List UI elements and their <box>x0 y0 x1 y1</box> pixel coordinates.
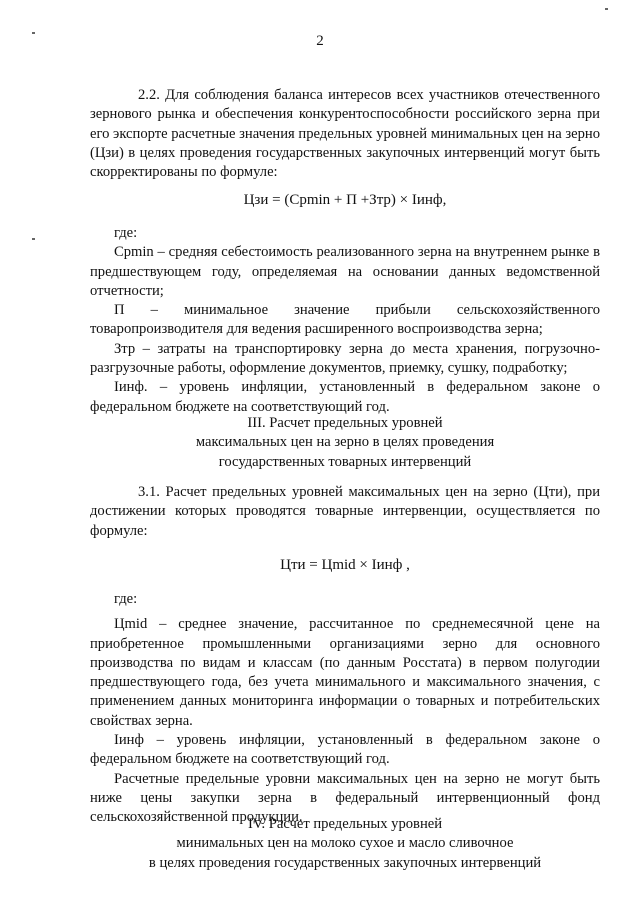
heading-line: IV. Расчет предельных уровней <box>247 816 443 832</box>
heading-line: III. Расчет предельных уровней <box>247 415 443 431</box>
section-3-heading <box>90 414 600 472</box>
formula-min-price: Цзи = (Срmin + П +Зтр) × Iинф, <box>243 192 447 208</box>
page-number: 2 <box>316 33 324 49</box>
scan-mark <box>605 8 608 10</box>
heading-line: государственных товарных интервенций <box>218 453 472 470</box>
definition-item: Iинф – уровень инфляции, установленный в федеральном законе о федеральном бюджете на соответствующий год. <box>90 732 600 768</box>
definition-item: Расчетные предельные уровни максимальных цен на зерно не могут быть ниже цены закупки зерна в федеральный интервенционный фонд сельскохозяйственной продукции. <box>90 770 600 826</box>
heading-line: в целях проведения государственных закупочных интервенций <box>148 854 542 871</box>
where-label: где: <box>114 225 138 241</box>
definitions-3-1 <box>90 590 600 828</box>
heading-line: минимальных цен на молоко сухое и масло сливочное <box>176 835 514 852</box>
paragraph-3-1: 3.1. Расчет предельных уровней максимальных цен на зерно (Цти), при достижении которых проводятся товарные интервенции, осуществляется по формуле: <box>90 484 600 539</box>
definition-item: Iинф. – уровень инфляции, установленный в федеральном законе о федеральном бюджете на соответствующий год. <box>90 379 600 415</box>
section-4-heading <box>90 815 600 873</box>
scan-mark <box>32 238 35 240</box>
definitions-2-2 <box>90 224 600 417</box>
definition-item: Зтр – затраты на транспортировку зерна до места хранения, погрузочно-разгрузочные работы, оформление документов, приемку, сушку, подработку; <box>90 340 600 377</box>
paragraph-2-2: 2.2. Для соблюдения баланса интересов всех участников отечественного зернового рынка и обеспечения конкурентоспособности российского зерна при его экспорте расчетные значения предельных уровней минимальных цен на зерно (Цзи) в целях проведения государственных закупочных интервенций могут быть скорректированы по формуле: <box>90 87 600 181</box>
definition-item: Cрmin – средняя себестоимость реализованного зерна на внутреннем рынке в предшествующем году, определяемая на основании данных ведомственной отчетности; <box>90 244 600 299</box>
definition-item: Цmid – среднее значение, рассчитанное по среднемесячной цене на приобретенное промышленными организациями зерно для основного производства по видам и классам (по данным Росстата) в первом полугодии предшествующего года, без учета минимального и максимального значения, с применением данных мониторинга информации о товарных и потребительских свойствах зерна. <box>90 616 600 729</box>
formula-max-price: Цти = Цmid × Iинф , <box>280 557 410 573</box>
heading-line: максимальных цен на зерно в целях проведения <box>195 434 495 451</box>
definition-item: П – минимальное значение прибыли сельскохозяйственного товаропроизводителя для ведения расширенного воспроизводства зерна; <box>90 302 600 338</box>
where-label: где: <box>114 591 138 607</box>
